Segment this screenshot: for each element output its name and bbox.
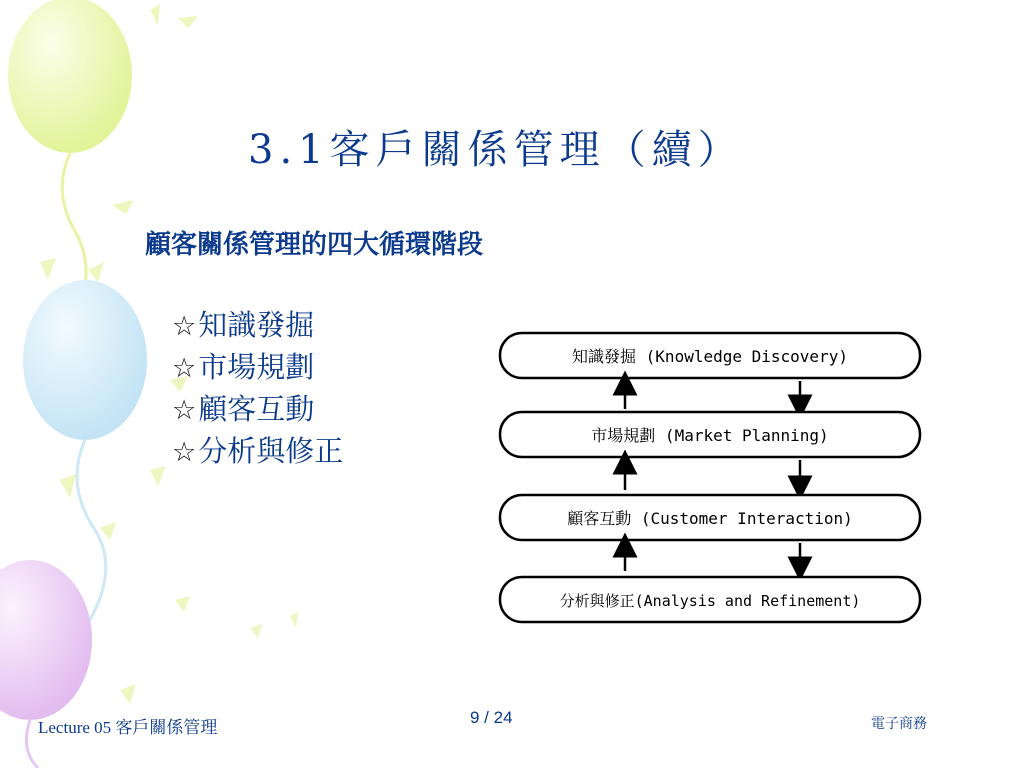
stage-label: 分析與修正 <box>198 434 344 468</box>
list-item <box>172 347 343 389</box>
list-item <box>172 389 343 431</box>
star-icon: ☆ <box>172 311 197 342</box>
stage-label: 顧客互動 <box>198 392 315 426</box>
slide-title: 3.1客戶關係管理（續） <box>248 127 744 173</box>
stage-box-label: 分析與修正(Analysis and Refinement) <box>559 592 861 610</box>
star-icon: ☆ <box>172 353 197 384</box>
stage-label: 知識發掘 <box>198 308 315 342</box>
stage-box-label: 市場規劃 (Market Planning) <box>591 426 829 445</box>
footer-course: 電子商務 <box>871 716 927 732</box>
slide-subtitle: 顧客關係管理的四大循環階段 <box>145 230 484 260</box>
stage-label: 市場規劃 <box>198 350 315 384</box>
star-icon: ☆ <box>172 437 197 468</box>
stage-list <box>172 305 343 473</box>
star-icon: ☆ <box>172 395 197 426</box>
crm-cycle-diagram <box>490 325 935 630</box>
list-item <box>172 305 343 347</box>
list-item <box>172 431 343 473</box>
stage-box-label: 顧客互動 (Customer Interaction) <box>567 509 853 528</box>
footer-lecture: Lecture 05 客戶關係管理 <box>38 718 218 737</box>
stage-box-label: 知識發掘 (Knowledge Discovery) <box>572 347 848 366</box>
page-number: 9 / 24 <box>470 708 513 727</box>
